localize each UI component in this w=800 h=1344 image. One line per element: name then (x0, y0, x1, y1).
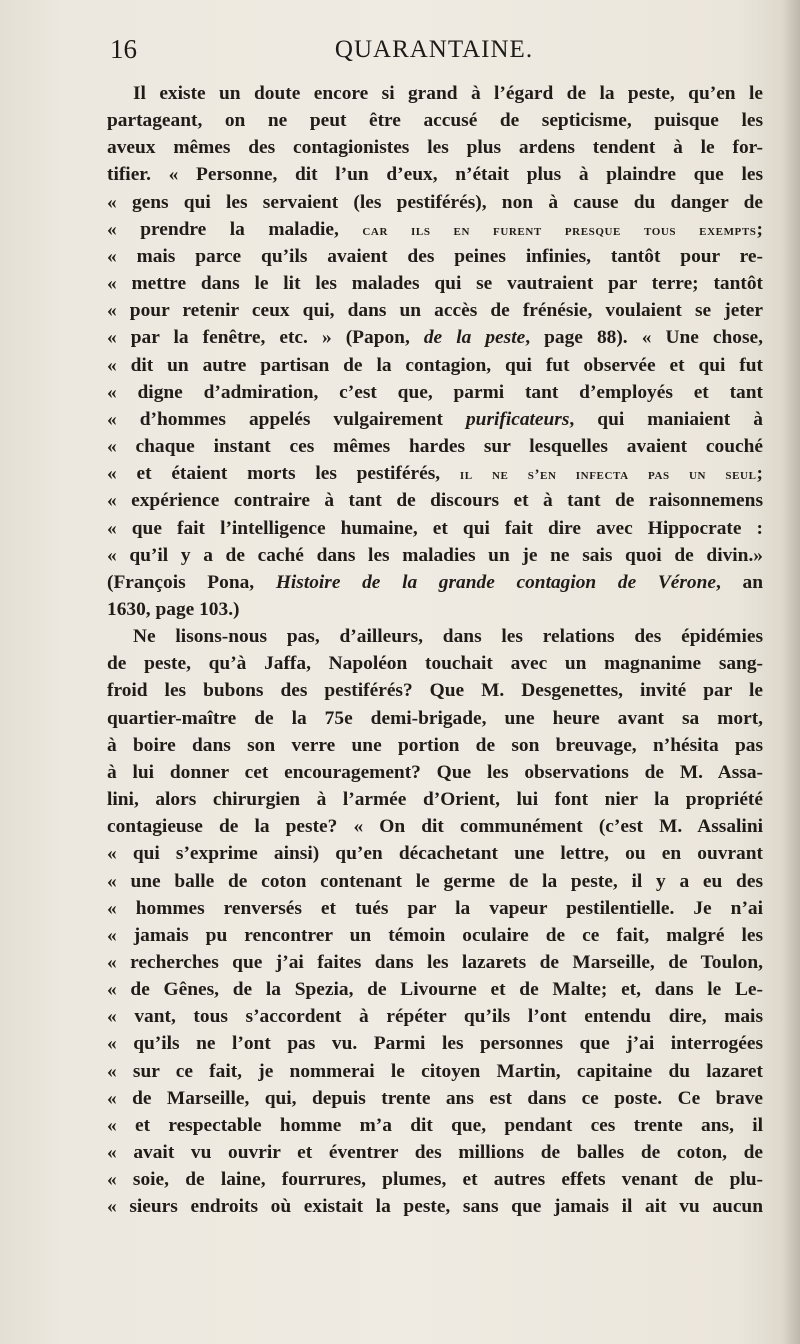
line-text: lini, alors chirurgien à l’armée d’Orient, lui font nier la propriété (107, 789, 763, 811)
line-text: à boire dans son verre une portion de son breuvage, n’hésita pas (107, 734, 763, 756)
running-head: QUARANTAINE. (334, 36, 534, 63)
text-line (107, 243, 763, 270)
line-text: 1630, page 103.) (107, 598, 240, 620)
text-line (107, 406, 763, 433)
text-line (107, 976, 763, 1003)
line-text: « qu’ils ne l’ont pas vu. Parmi les personnes que j’ai interrogées (107, 1033, 763, 1055)
line-text: « d’hommes appelés vulgairement (107, 408, 466, 430)
text-line (107, 1085, 763, 1112)
line-text: « prendre la maladie, (107, 218, 363, 240)
line-text: , page 88). « Une chose, (525, 327, 763, 349)
line-text: « mais parce qu’ils avaient des peines infinies, tantôt pour re- (107, 245, 763, 267)
line-text: « jamais pu rencontrer un témoin oculaire de ce fait, malgré les (107, 924, 763, 946)
text-line (107, 460, 763, 487)
line-text: « chaque instant ces mêmes hardes sur lesquelles avaient couché (107, 436, 763, 458)
text-line (107, 759, 763, 786)
text-line (107, 922, 763, 949)
line-text: « sur ce fait, je nommerai le citoyen Martin, capitaine du lazaret (107, 1060, 763, 1082)
text-line (107, 324, 763, 351)
text-line (107, 189, 763, 216)
text-line (107, 1112, 763, 1139)
line-text: , qui maniaient à (569, 408, 763, 430)
page-header (104, 34, 764, 74)
line-text: « qu’il y a de caché dans les maladies un je ne sais quoi de divin.» (107, 544, 763, 566)
text-line (107, 1139, 763, 1166)
text-line (107, 161, 763, 188)
page-number: 16 (110, 34, 137, 64)
line-text: aveux mêmes des contagionistes les plus ardens tendent à le for- (107, 137, 763, 159)
line-text: « soie, de laine, fourrures, plumes, et autres effets venant de plu- (107, 1169, 763, 1191)
line-text: « vant, tous s’accordent à répéter qu’ils l’ont entendu dire, mais (107, 1006, 763, 1028)
text-line (107, 297, 763, 324)
line-text: « recherches que j’ai faites dans les lazarets de Marseille, de Toulon, (107, 952, 763, 973)
text-line (107, 515, 763, 542)
line-text: « dit un autre partisan de la contagion, qui fut observée et qui fut (107, 354, 763, 376)
text-line (107, 1166, 763, 1193)
text-line (107, 949, 763, 976)
line-text: « expérience contraire à tant de discours et à tant de raisonnemens (107, 490, 763, 512)
line-text: « sieurs endroits où existait la peste, sans que jamais il ait vu aucun (107, 1196, 763, 1218)
line-text: « de Marseille, qui, depuis trente ans est dans ce poste. Ce brave (107, 1087, 763, 1109)
line-text: « digne d’admiration, c’est que, parmi tant d’employés et tant (107, 381, 763, 403)
text-line (107, 379, 763, 406)
smallcaps-emphasis: car ils en furent presque tous exempts (362, 222, 757, 239)
line-text: , an (716, 571, 763, 593)
text-line (107, 107, 763, 134)
line-text: « pour retenir ceux qui, dans un accès de frénésie, voulaient se jeter (107, 300, 763, 322)
text-line (107, 895, 763, 922)
text-line (107, 1003, 763, 1030)
text-line (107, 650, 763, 677)
text-line (107, 840, 763, 867)
line-text: « et étaient morts les pestiférés, (107, 463, 460, 485)
text-line (107, 1193, 763, 1220)
text-line (107, 1058, 763, 1085)
text-line (107, 134, 763, 161)
line-text: de peste, qu’à Jaffa, Napoléon touchait avec un magnanime sang- (107, 653, 763, 675)
italic-emphasis: de la peste (423, 327, 526, 349)
text-line (107, 542, 763, 569)
line-text: « une balle de coton contenant le germe de la peste, il y a eu des (107, 870, 763, 892)
text-line (107, 596, 763, 623)
line-text: « qui s’exprime ainsi) qu’en décachetant une lettre, ou en ouvrant (107, 843, 763, 865)
line-text: « que fait l’intelligence humaine, et qui fait dire avec Hippocrate : (107, 517, 763, 539)
text-line (107, 623, 763, 650)
line-text: (François Pona, (107, 571, 276, 593)
text-line (107, 569, 763, 596)
line-text: contagieuse de la peste? « On dit communément (c’est M. Assalini (107, 816, 763, 838)
italic-emphasis: Histoire de la grande contagion de Vérone (275, 571, 717, 593)
text-line (107, 487, 763, 514)
line-text: « gens qui les servaient (les pestiférés), non à cause du danger de (107, 191, 763, 213)
line-text: Ne lisons-nous pas, d’ailleurs, dans les relations des épidémies (133, 626, 763, 648)
line-text: « avait vu ouvrir et éventrer des millions de balles de coton, de (107, 1142, 763, 1164)
smallcaps-emphasis: il ne s’en infecta pas un seul (459, 467, 757, 484)
text-line (107, 732, 763, 759)
line-text: froid les bubons des pestiférés? Que M. Desgenettes, invité par le (107, 680, 763, 702)
line-text: tifier. « Personne, dit l’un d’eux, n’était plus à plaindre que les (107, 164, 763, 186)
line-text: « mettre dans le lit les malades qui se vautraient par terre; tantôt (107, 273, 763, 295)
line-text: « et respectable homme m’a dit que, pendant ces trente ans, il (107, 1114, 763, 1136)
text-line (107, 270, 763, 297)
line-text: partageant, on ne peut être accusé de septicisme, puisque les (107, 110, 763, 132)
text-line (107, 813, 763, 840)
line-text: à lui donner cet encouragement? Que les observations de M. Assa- (107, 761, 763, 783)
text-line (107, 216, 763, 243)
italic-emphasis: purificateurs (465, 408, 570, 430)
line-text: quartier-maître de la 75e demi-brigade, une heure avant sa mort, (107, 707, 763, 729)
text-line (107, 1030, 763, 1057)
text-line (107, 868, 763, 895)
line-text: « de Gênes, de la Spezia, de Livourne et de Malte; et, dans le Le- (107, 979, 763, 1001)
text-line (107, 705, 763, 732)
line-text: « hommes renversés et tués par la vapeur pestilentielle. Je n’ai (107, 897, 763, 919)
text-line (107, 786, 763, 813)
line-text: ; (756, 218, 763, 240)
line-text: « par la fenêtre, etc. » (Papon, (107, 327, 424, 349)
page-edge-shadow (782, 0, 800, 1344)
text-line (107, 677, 763, 704)
line-text: Il existe un doute encore si grand à l’égard de la peste, qu’en le (133, 83, 763, 104)
line-text: ; (756, 463, 763, 485)
text-line (107, 352, 763, 379)
text-line (107, 80, 763, 107)
body-text (107, 80, 763, 1221)
text-line (107, 433, 763, 460)
